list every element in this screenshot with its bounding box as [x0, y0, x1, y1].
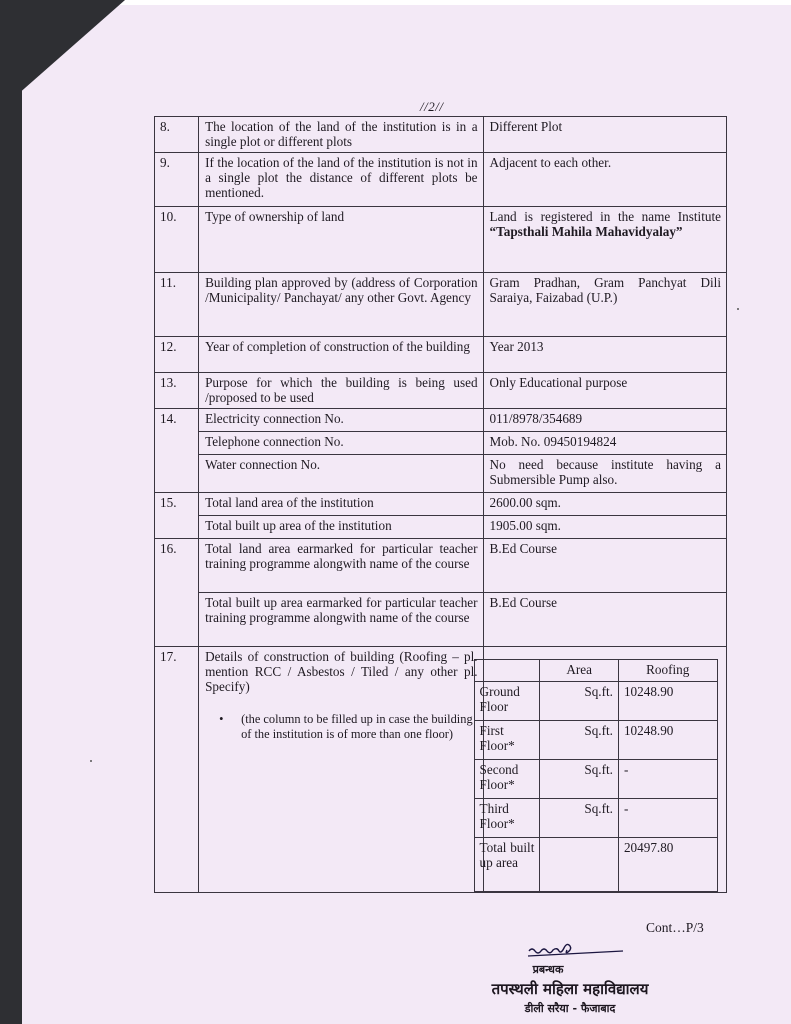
header-floor [474, 660, 540, 682]
question-text: Details of construction of building (Roofing – pl. mention RCC / Asbestos / Tiled / any other pl. Specify) [205, 649, 478, 694]
serial-number: 9. [155, 153, 199, 207]
answer-cell: Mob. No. 09450194824 [483, 432, 726, 455]
answer-cell: Year 2013 [483, 337, 726, 373]
construction-question [199, 647, 482, 745]
page-number: //2// [420, 99, 444, 114]
stamp-designation: प्रबन्धक [532, 963, 564, 976]
note-text: (the column to be filled up in case the building of the institution is of more than one floor) [241, 712, 473, 741]
roofing-value: 10248.90 [618, 721, 717, 760]
question-cell: Total built up area of the institution [199, 516, 483, 539]
header-area: Area [540, 660, 619, 682]
answer-cell [483, 207, 726, 273]
table-row [155, 516, 727, 539]
area-unit: Sq.ft. [540, 760, 619, 799]
details-table [154, 116, 727, 893]
serial-number: 12. [155, 337, 199, 373]
floor-label: Second Floor* [474, 760, 540, 799]
answer-cell: Different Plot [483, 117, 726, 153]
question-cell: Electricity connection No. [199, 409, 483, 432]
construction-table [474, 659, 718, 892]
serial-number: 8. [155, 117, 199, 153]
question-cell: Purpose for which the building is being used /proposed to be used [199, 373, 483, 409]
official-stamp [470, 962, 670, 1016]
scan-speck [737, 308, 739, 310]
table-row [155, 117, 727, 153]
table-row [155, 409, 727, 432]
floor-label: Third Floor* [474, 799, 540, 838]
floor-note [205, 712, 477, 742]
continuation-note: Cont…P/3 [646, 920, 704, 935]
question-cell: Telephone connection No. [199, 432, 483, 455]
header-roofing: Roofing [618, 660, 717, 682]
table-row [155, 493, 727, 516]
construction-row [474, 721, 717, 760]
question-cell: Year of completion of construction of the building [199, 337, 483, 373]
stamp-place: डीली सरैया - फैजाबाद [524, 1002, 616, 1015]
table-row [155, 647, 727, 893]
question-cell [199, 647, 483, 893]
construction-row [474, 760, 717, 799]
answer-cell: 1905.00 sqm. [483, 516, 726, 539]
construction-row [474, 682, 717, 721]
serial-number: 10. [155, 207, 199, 273]
answer-cell: Gram Pradhan, Gram Panchyat Dili Saraiya, Faizabad (U.P.) [483, 273, 726, 337]
question-cell: Total built up area earmarked for particular teacher training programme alongwith name of the course [199, 593, 483, 647]
question-cell: Total land area earmarked for particular teacher training programme alongwith name of the course [199, 539, 483, 593]
table-row [155, 593, 727, 647]
serial-number: 14. [155, 409, 199, 493]
serial-number: 13. [155, 373, 199, 409]
question-cell: Building plan approved by (address of Corporation /Municipality/ Panchayat/ any other Govt. Agency [199, 273, 483, 337]
construction-total-row [474, 838, 717, 892]
question-cell: If the location of the land of the institution is not in a single plot the distance of different plots be mentioned. [199, 153, 483, 207]
answer-cell: B.Ed Course [483, 539, 726, 593]
table-row [155, 153, 727, 207]
institution-name: “Tapsthali Mahila Mahavidyalay” [489, 224, 683, 239]
scanner-shadow-corner [0, 0, 125, 110]
serial-number: 17. [155, 647, 199, 893]
answer-cell: 2600.00 sqm. [483, 493, 726, 516]
roofing-value: - [618, 799, 717, 838]
area-unit: Sq.ft. [540, 682, 619, 721]
floor-label: First Floor* [474, 721, 540, 760]
construction-header-row [474, 660, 717, 682]
table-row [155, 337, 727, 373]
scan-speck [90, 760, 92, 762]
roofing-value: 10248.90 [618, 682, 717, 721]
scanner-shadow-left [0, 0, 22, 1024]
roofing-value: 20497.80 [618, 838, 717, 892]
roofing-value: - [618, 760, 717, 799]
answer-cell: Adjacent to each other. [483, 153, 726, 207]
table-row [155, 432, 727, 455]
serial-number: 16. [155, 539, 199, 647]
answer-cell: No need because institute having a Submersible Pump also. [483, 455, 726, 493]
area-unit: Sq.ft. [540, 721, 619, 760]
table-row [155, 539, 727, 593]
construction-cell [479, 647, 726, 893]
table-row [155, 373, 727, 409]
answer-cell: 011/8978/354689 [483, 409, 726, 432]
bullet-icon: • [219, 712, 224, 726]
answer-cell: Only Educational purpose [483, 373, 726, 409]
answer-cell: B.Ed Course [483, 593, 726, 647]
question-cell: Total land area of the institution [199, 493, 483, 516]
area-unit: Sq.ft. [540, 799, 619, 838]
serial-number: 11. [155, 273, 199, 337]
floor-label: Total built up area [474, 838, 540, 892]
area-unit [540, 838, 619, 892]
floor-label: Ground Floor [474, 682, 540, 721]
question-cell: The location of the land of the institution is in a single plot or different plots [199, 117, 483, 153]
question-cell: Type of ownership of land [199, 207, 483, 273]
question-cell: Water connection No. [199, 455, 483, 493]
answer-text: Land is registered in the name Institute [489, 209, 721, 224]
table-row [155, 207, 727, 273]
table-row [155, 455, 727, 493]
signature-icon [525, 937, 625, 961]
serial-number: 15. [155, 493, 199, 539]
construction-row [474, 799, 717, 838]
table-row [155, 273, 727, 337]
stamp-institution: तपस्थली महिला महाविद्यालय [491, 980, 649, 998]
